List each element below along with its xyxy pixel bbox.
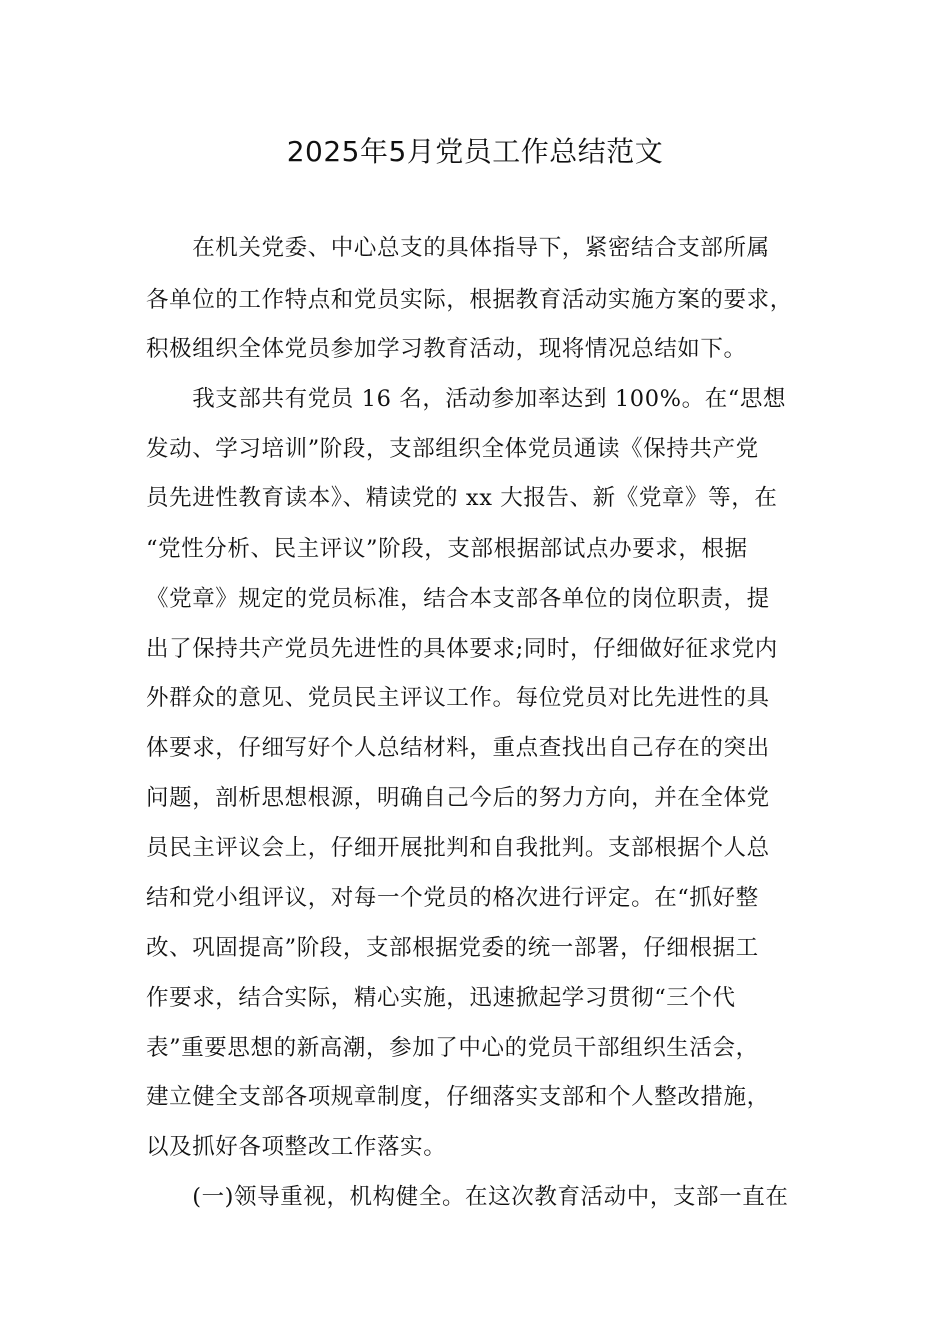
text-line: 建立健全支部各项规章制度，仔细落实支部和个人整改措施， bbox=[146, 1084, 770, 1110]
document-title: 2025年5月党员工作总结范文 bbox=[286, 135, 664, 168]
text-line: (一)领导重视，机构健全。在这次教育活动中，支部一直在 bbox=[146, 1184, 789, 1210]
text-line: 问题，剖析思想根源，明确自己今后的努力方向，并在全体党 bbox=[146, 785, 770, 811]
text-line: 作要求，结合实际，精心实施，迅速掀起学习贯彻“三个代 bbox=[146, 985, 736, 1011]
text-line: 我支部共有党员 16 名，活动参加率达到 100%。在“思想 bbox=[146, 386, 787, 412]
text-line: 《党章》规定的党员标准，结合本支部各单位的岗位职责，提 bbox=[146, 586, 770, 612]
text-line: 员先进性教育读本》、精读党的 xx 大报告、新《党章》等，在 bbox=[146, 485, 778, 511]
text-line: 结和党小组评议，对每一个党员的格次进行评定。在“抓好整 bbox=[146, 885, 759, 911]
text-line: 员民主评议会上，仔细开展批判和自我批判。支部根据个人总 bbox=[146, 835, 770, 861]
text-line: 各单位的工作特点和党员实际，根据教育活动实施方案的要求， bbox=[146, 287, 793, 313]
text-line: 表”重要思想的新高潮，参加了中心的党员干部组织生活会， bbox=[146, 1035, 759, 1061]
text-line: 在机关党委、中心总支的具体指导下，紧密结合支部所属 bbox=[146, 235, 770, 261]
text-line: 体要求，仔细写好个人总结材料，重点查找出自己存在的突出 bbox=[146, 735, 770, 761]
text-line: 以及抓好各项整改工作落实。 bbox=[146, 1134, 447, 1160]
text-line: 出了保持共产党员先进性的具体要求;同时，仔细做好征求党内 bbox=[146, 636, 778, 662]
text-line: 发动、学习培训”阶段，支部组织全体党员通读《保持共产党 bbox=[146, 436, 759, 462]
text-line: 外群众的意见、党员民主评议工作。每位党员对比先进性的具 bbox=[146, 685, 770, 711]
text-line: 改、巩固提高”阶段，支部根据党委的统一部署，仔细根据工 bbox=[146, 935, 759, 961]
text-line: “党性分析、民主评议”阶段，支部根据部试点办要求，根据 bbox=[146, 536, 748, 562]
text-line: 积极组织全体党员参加学习教育活动，现将情况总结如下。 bbox=[146, 336, 747, 362]
